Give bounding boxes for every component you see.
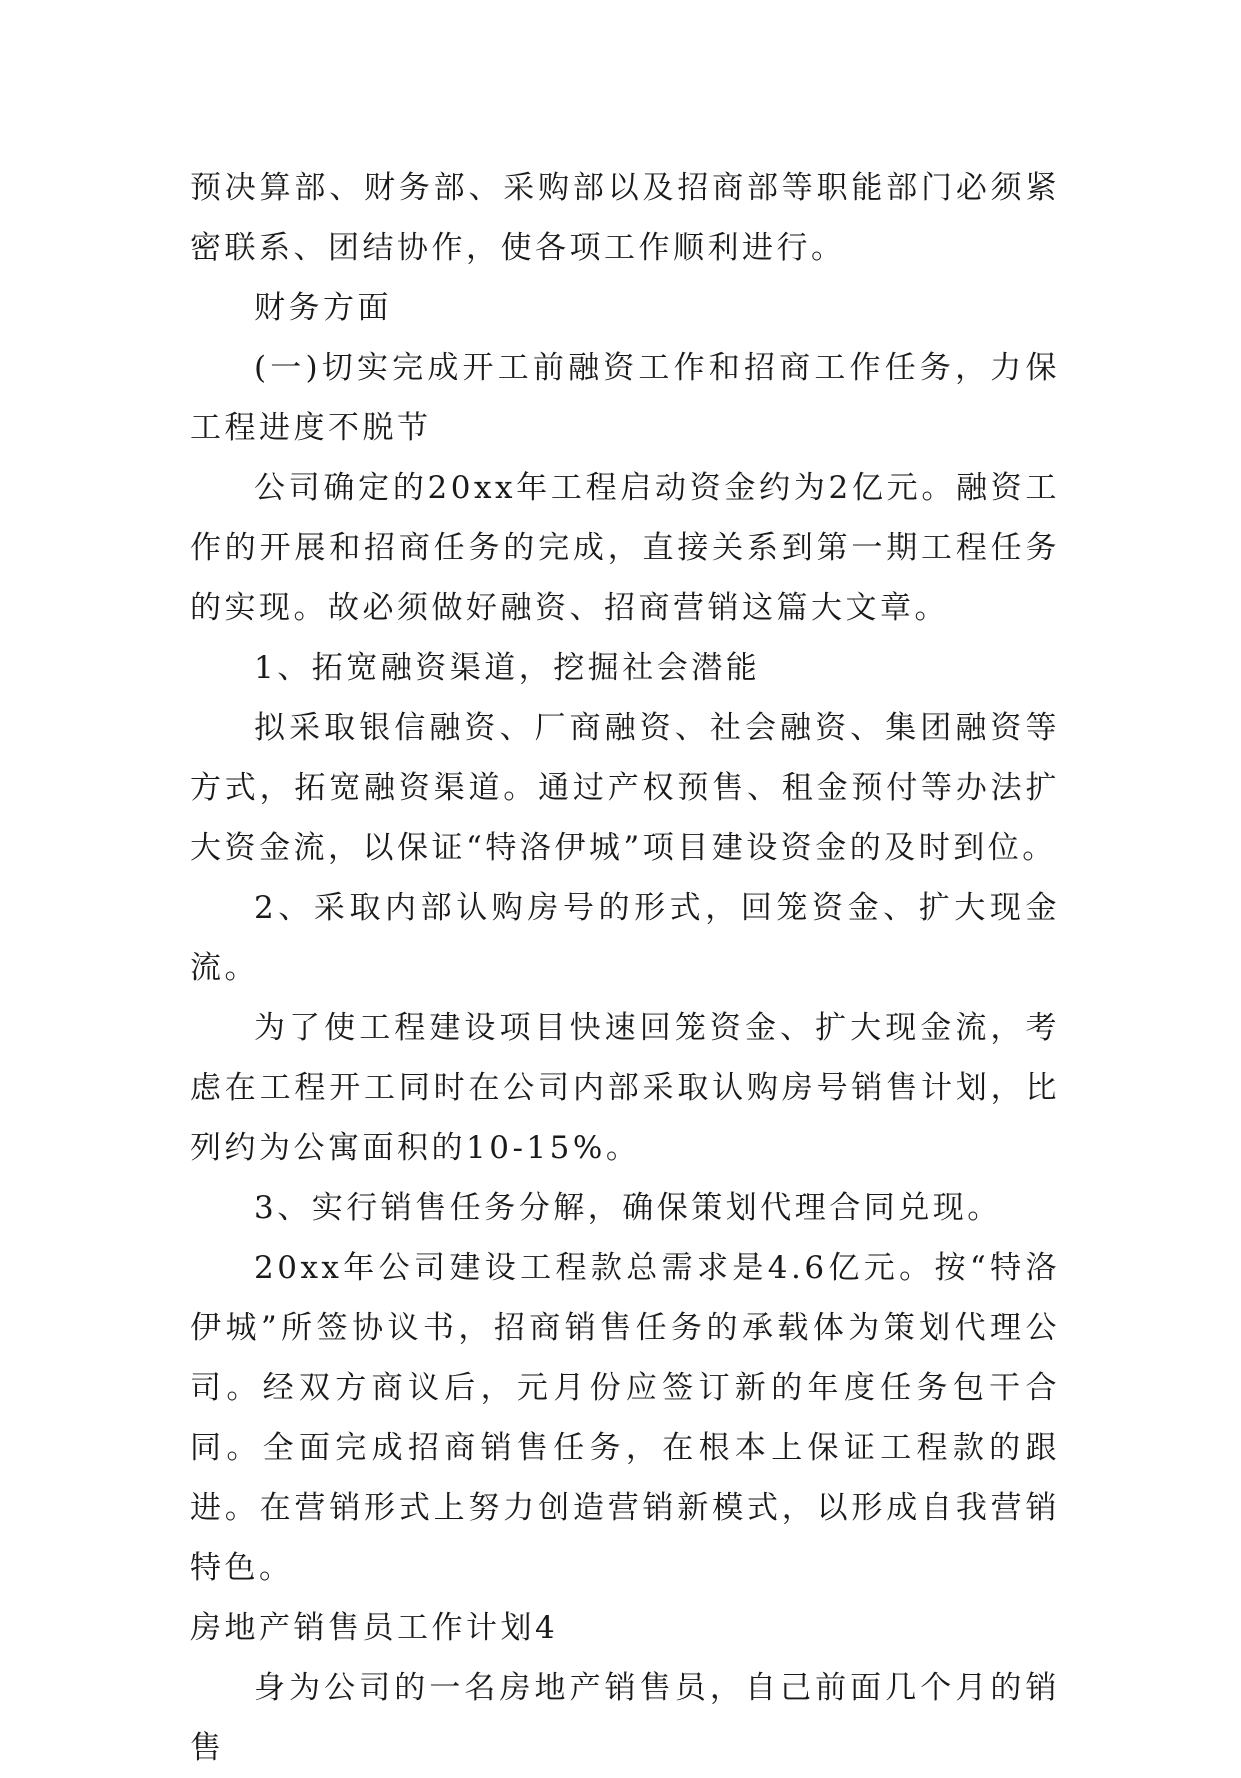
subheading-financing-tasks: (一)切实完成开工前融资工作和招商工作任务，力保工程进度不脱节 <box>190 350 1060 446</box>
section-heading-finance: 财务方面 <box>254 290 392 326</box>
paragraph-financing-channels: 拟采取银信融资、厂商融资、社会融资、集团融资等方式，拓宽融资渠道。通过产权预售、租金预付等办法扩大资金流，以保证“特洛伊城”项目建设资金的及时到位。 <box>190 710 1060 866</box>
item-2-heading: 2、采取内部认购房号的形式，回笼资金、扩大现金流。 <box>190 890 1060 986</box>
item-1-heading: 1、拓宽融资渠道，挖掘社会潜能 <box>254 650 761 686</box>
paragraph-1: 预决算部、财务部、采购部以及招商部等职能部门必须紧密联系、团结协作，使各项工作顺利进行。 <box>190 170 1060 266</box>
paragraph-startup-capital: 公司确定的20xx年工程启动资金约为2亿元。融资工作的开展和招商任务的完成，直接关系到第一期工程任务的实现。故必须做好融资、招商营销这篇大文章。 <box>190 470 1060 626</box>
paragraph-internal-subscription: 为了使工程建设项目快速回笼资金、扩大现金流，考虑在工程开工同时在公司内部采取认购房号销售计划，比列约为公寓面积的10-15%。 <box>190 1010 1060 1166</box>
paragraph-plan-4-intro: 身为公司的一名房地产销售员，自己前面几个月的销售 <box>190 1670 1060 1766</box>
item-3-heading: 3、实行销售任务分解，确保策划代理合同兑现。 <box>254 1190 1002 1226</box>
document-body <box>190 158 1060 1778</box>
section-title-plan-4: 房地产销售员工作计划4 <box>190 1610 559 1646</box>
paragraph-sales-tasks: 20xx年公司建设工程款总需求是4.6亿元。按“特洛伊城”所签协议书，招商销售任务的承载体为策划代理公司。经双方商议后，元月份应签订新的年度任务包干合同。全面完成招商销售任务，在根本上保证工程款的跟进。在营销形式上努力创造营销新模式，以形成自我营销特色。 <box>190 1250 1060 1586</box>
